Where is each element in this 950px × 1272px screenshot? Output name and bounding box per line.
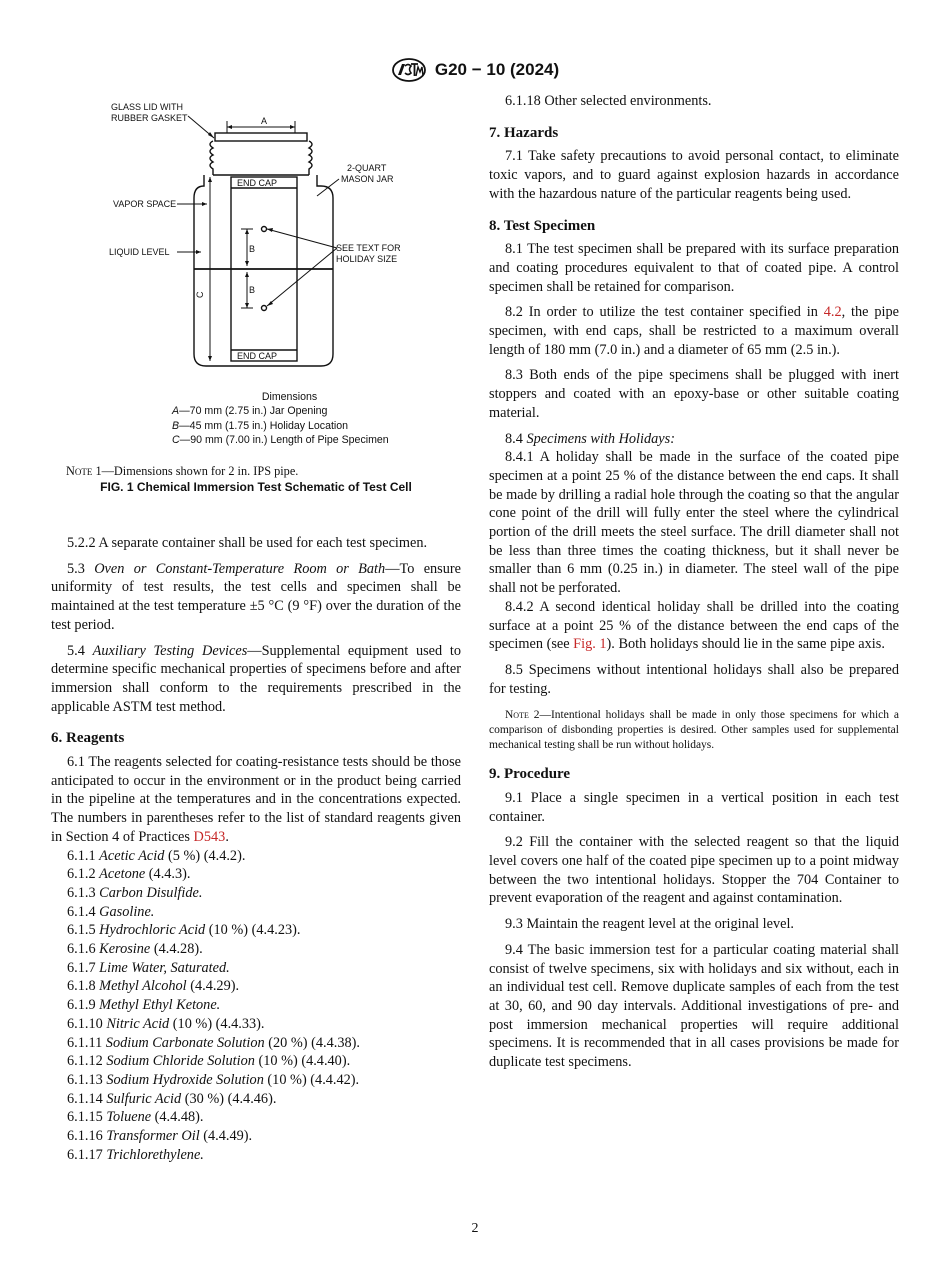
label-end-cap-top: END CAP [237,178,278,188]
para-8-4: 8.4 Specimens with Holidays: [505,430,675,447]
para-6-1-18: 6.1.18 Other selected environments. [505,93,712,109]
dimension-b: B—45 mm (1.75 in.) Holiday Location [172,419,349,432]
label-end-cap-bottom: END CAP [237,351,278,361]
label-jar-2: MASON JAR [341,174,394,184]
para-7-1: 7.1 Take safety precautions to avoid personal contact, to eliminate toxic vapors, and to guard against explosion hazards in accordance with the hazardous nature of the particular reagents being used. [489,148,899,202]
reagent-item: 6.1.9 Methyl Ethyl Ketone. [67,997,221,1014]
reagent-item: 6.1.15 Toluene (4.4.48). [67,1109,204,1126]
label-dim-b-bottom: B [249,285,256,295]
right-column [489,92,899,1072]
label-see-text-1: SEE TEXT FOR [336,243,401,253]
para-8-4-1: 8.4.1 A holiday shall be made in the surface of the coated pipe specimen at a point 25 % of the distance between the end caps. It shall be made by drilling a radial hole through the coating so that the angular cone point of the drill will fully enter the steel where the cylindrical portion of the drill meets the steel surface. The drill diameter shall not be less than three times the coating thickness, but it shall never be smaller than 6 mm (0.25 in.) in diameter. The steel wall of the pipe shall not be perforated. [489,449,899,597]
link-d543[interactable]: D543 [193,828,226,845]
dimension-a: A—70 mm (2.75 in.) Jar Opening [172,405,328,418]
reagent-item: 6.1.5 Hydrochloric Acid (10 %) (4.4.23). [67,922,301,939]
test-cell-schematic [51,92,461,392]
reagent-item: 6.1.14 Sulfuric Acid (30 %) (4.4.46). [67,1090,277,1107]
label-jar-1: 2-QUART [347,163,387,173]
label-glass-lid-2: RUBBER GASKET [111,113,188,123]
label-see-text-2: HOLIDAY SIZE [336,254,398,264]
section-7-heading: 7. Hazards [489,124,559,141]
reagent-item: 6.1.8 Methyl Alcohol (4.4.29). [67,978,240,995]
label-dim-c: C [195,291,205,298]
page-number: 2 [471,1221,479,1236]
para-5-3: 5.3 Oven or Constant-Temperature Room or Bath—To ensure uniformity of test results, the test cells and specimen shall be maintained at the test temperature ±5 °C (9 °F) over the duration of the test period. [51,560,462,633]
reagent-item: 6.1.11 Sodium Carbonate Solution (20 %) (4.4.38). [67,1034,360,1051]
dimensions-heading: Dimensions [261,391,318,403]
para-6-1: 6.1 The reagents selected for coating-resistance tests should be those anticipated to occur in the environment or in the product being carried in the pipeline at the temperatures and in the concentrations expected. The numbers in parentheses refer to the list of standard reagents given in Section 4 of Practices D543. [51,754,461,845]
reagent-item: 6.1.4 Gasoline. [67,903,155,920]
reagent-item: 6.1.16 Transformer Oil (4.4.49). [67,1128,253,1145]
reagent-item: 6.1.3 Carbon Disulfide. [67,884,203,901]
reagent-item: 6.1.6 Kerosine (4.4.28). [67,941,203,958]
para-9-4: 9.4 The basic immersion test for a particular coating material shall consist of twelve specimens, six with holidays and six without, each in an individual test cell. Remove duplicate samples of each from the test at 30, 60, and 90 day intervals. Additional investigations of pre- and post immersion mechanical properties will require additional specimens. It is recommended that in all cases provisions be made for duplicate test specimens. [489,941,899,1071]
note-2: Note 2—Intentional holidays shall be made in only those specimens for which a comparison of disbonding properties is desired. Other samples used for supplemental mechanical testing shall be run without holidays. [489,709,899,751]
reagent-item: 6.1.1 Acetic Acid (5 %) (4.4.2). [67,847,246,864]
holiday-top [262,227,267,232]
para-5-2-2: 5.2.2 A separate container shall be used for each test specimen. [67,535,428,551]
label-vapor-space: VAPOR SPACE [113,199,177,209]
reagent-item: 6.1.2 Acetone (4.4.3). [67,866,191,883]
astm-logo-icon [391,58,427,82]
para-5-4: 5.4 Auxiliary Testing Devices—Supplemental equipment used to determine specific mechanical properties of specimens before and after immersion shall conform to the requirements prescribed in the applicable ASTM test method. [51,642,461,715]
label-dim-b-top: B [249,244,256,254]
dimension-c: C—90 mm (7.00 in.) Length of Pipe Specimen [172,433,389,446]
para-8-1: 8.1 The test specimen shall be prepared with its surface preparation and coating procedures equivalent to that of coated pipe. A control specimen shall be retained for comparison. [489,241,899,295]
link-fig-1[interactable]: Fig. 1 [573,636,607,653]
reagent-item: 6.1.10 Nitric Acid (10 %) (4.4.33). [67,1015,265,1032]
link-section-4-2[interactable]: 4.2 [823,304,842,321]
reagent-item: 6.1.13 Sodium Hydroxide Solution (10 %) (4.4.42). [67,1071,360,1088]
document-designation: G20 − 10 (2024) [434,60,560,79]
para-8-5: 8.5 Specimens without intentional holidays shall also be prepared for testing. [489,661,899,697]
para-8-4-2: 8.4.2 A second identical holiday shall be drilled into the coating surface at a point 25 % of the distance between the end caps of the specimen (see Fig. 1). Both holidays should lie in the same pipe axis. [489,598,899,653]
jar-lid [215,133,307,141]
reagent-list [51,847,461,1165]
section-9-heading: 9. Procedure [489,766,571,783]
page-header [0,58,950,82]
jar-thread [210,141,312,175]
figure-1 [51,92,461,518]
para-9-1: 9.1 Place a single specimen in a vertical position in each test container. [489,789,899,825]
figure-caption: FIG. 1 Chemical Immersion Test Schematic of Test Cell [100,480,412,494]
left-column [51,92,461,1165]
para-9-3: 9.3 Maintain the reagent level at the original level. [505,916,795,933]
figure-dimensions [172,390,407,447]
label-dim-a: A [261,116,268,126]
section-6-heading: 6. Reagents [51,730,125,747]
figure-note: Note 1—Dimensions shown for 2 in. IPS pipe. [66,464,299,478]
label-glass-lid-1: GLASS LID WITH [111,102,184,112]
para-8-2: 8.2 In order to utilize the test container specified in 4.2, the pipe specimen, with end caps, shall be restricted to a maximum overall length of 180 mm (7.0 in.) and a diameter of 65 mm (2.5 in.). [489,304,899,358]
reagent-item: 6.1.12 Sodium Chloride Solution (10 %) (4.4.40). [67,1053,351,1070]
label-liquid-level: LIQUID LEVEL [109,247,170,257]
para-9-2: 9.2 Fill the container with the selected reagent so that the liquid level covers one half of the coated pipe specimen up to a point midway between the two intentional holidays. Stopper the 704 Container to prevent evaporation of the reagent and against contamination. [489,834,899,907]
section-8-heading: 8. Test Specimen [489,217,596,234]
jar-outline [194,175,333,366]
holiday-bottom [262,306,267,311]
para-8-3: 8.3 Both ends of the pipe specimens shall be plugged with inert stoppers and coated with an epoxy-base or other suitable coating material. [489,367,899,421]
reagent-item: 6.1.17 Trichlorethylene. [67,1146,204,1163]
reagent-item: 6.1.7 Lime Water, Saturated. [67,959,230,976]
